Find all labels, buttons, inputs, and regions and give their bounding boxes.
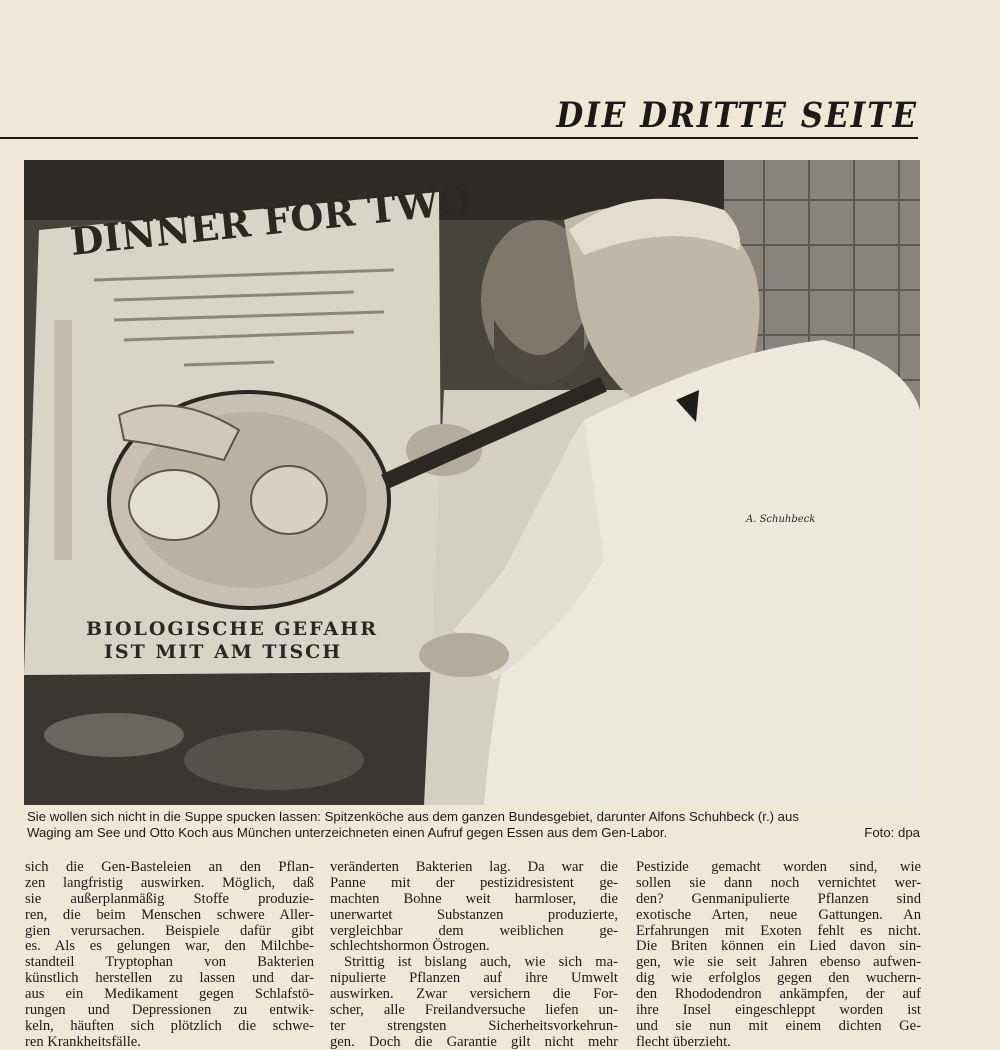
text-line: zen langfristig auswirken. Möglich, daß	[25, 874, 314, 891]
jacket-monogram: A. Schuhbeck	[746, 514, 816, 525]
text-line: Erfahrungen mit Exoten fehlt es nicht.	[636, 922, 921, 939]
text-line: machten Bohne weit harmloser, die	[330, 890, 618, 907]
text-line: den? Genmanipulierte Pflanzen sind	[636, 890, 921, 907]
news-photo	[24, 160, 920, 805]
text-line: nipulierte Pflanzen auf ihre Umwelt	[330, 970, 618, 987]
text-line: den Rhododendron ankämpfen, der auf	[636, 986, 921, 1003]
text-line: es. Als es gelungen war, den Milchbe-	[25, 938, 314, 955]
text-line: scher, alle Freilandversuche liefen un-	[330, 1002, 618, 1019]
header-rule	[0, 137, 918, 139]
text-line: Panne mit der pestizidresistent ge-	[330, 874, 618, 891]
text-line: künstlich herstellen zu lassen und dar-	[25, 970, 314, 987]
caption-line-1: Sie wollen sich nicht in die Suppe spucken lassen: Spitzenköche aus dem ganzen Bundesgebiet, darunter Alfons Schuhbeck (r.) aus	[27, 809, 799, 824]
article-column-1	[25, 860, 314, 1050]
text-line: sich die Gen-Basteleien an den Pflan-	[25, 859, 314, 875]
poster-slogan-line2: IST MIT AM TISCH	[104, 641, 343, 663]
text-line: unerwartet Substanzen produzierte,	[330, 906, 618, 923]
text-line: Die Briten können ein Lied davon sin-	[636, 938, 921, 955]
text-line: standteil Tryptophan von Bakterien	[25, 954, 314, 971]
poster-slogan-line1: BIOLOGISCHE GEFAHR	[86, 618, 378, 640]
text-line: gen. Doch die Garantie gilt nicht mehr	[330, 1033, 618, 1050]
text-line: exotische Arten, neue Gattungen. An	[636, 906, 921, 923]
text-line: aus ein Medikament gegen Schlafstö-	[25, 986, 314, 1003]
text-line: ren, die beim Menschen schwere Aller-	[25, 906, 314, 923]
text-line: ihre Insel eingeschleppt worden ist	[636, 1002, 921, 1019]
text-line: veränderten Bakterien lag. Da war die	[330, 859, 618, 875]
text-line: Strittig ist bislang auch, wie sich ma-	[344, 954, 618, 971]
text-line: auswirken. Zwar versichern die For-	[330, 986, 618, 1003]
article-column-2	[330, 860, 618, 1050]
text-line: gien verursachen. Beispiele dafür gibt	[25, 922, 314, 939]
text-line: rungen und Depressionen zu entwik-	[25, 1002, 314, 1019]
poster-title: DINNER FOR TWO	[68, 177, 474, 264]
text-line: sie außerplanmäßig Stoffe produzie-	[25, 890, 314, 907]
text-line: ter strengsten Sicherheitsvorkehrun-	[330, 1017, 618, 1034]
poster	[24, 192, 442, 675]
text-line: ren Krankheitsfälle.	[25, 1033, 141, 1050]
text-line: keln, häuften sich plötzlich die schwe-	[25, 1017, 314, 1034]
text-line: vergleichbar dem weiblichen ge-	[330, 922, 618, 939]
text-line: sollen sie dann noch vernichtet wer-	[636, 874, 921, 891]
caption-line-2: Waging am See und Otto Koch aus München unterzeichneten einen Aufruf gegen Essen aus dem Gen-Labor.	[27, 825, 668, 840]
photo-credit: Foto: dpa	[864, 825, 920, 840]
photo-caption	[27, 809, 920, 841]
text-line: flecht überzieht.	[636, 1033, 731, 1050]
text-line: Pestizide gemacht worden sind, wie	[636, 859, 921, 875]
text-line: dig wie erfolglos gegen den wuchern-	[636, 970, 921, 987]
article-column-3	[636, 860, 921, 1050]
text-line: und sie nun mit einem dichten Ge-	[636, 1017, 921, 1034]
text-line: gen, wie sie seit Jahren ebenso aufwen-	[636, 954, 921, 971]
section-title: DIE DRITTE SEITE	[556, 95, 918, 137]
text-line: schlechtshormon Östrogen.	[330, 938, 490, 955]
